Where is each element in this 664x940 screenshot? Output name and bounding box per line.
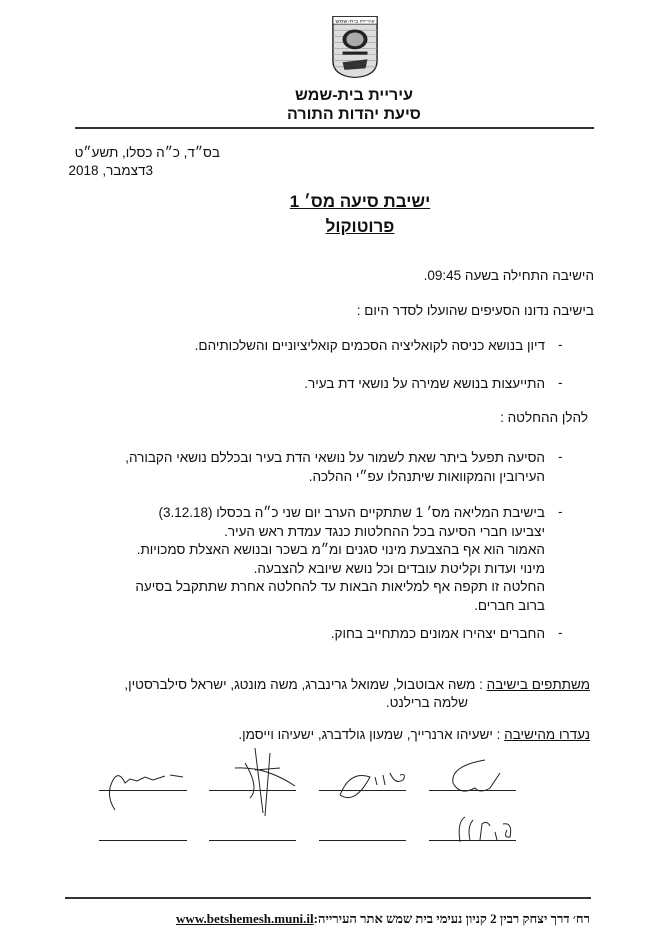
bullet-dash: - [558, 375, 563, 390]
municipality-logo [331, 15, 379, 79]
decision-item [135, 504, 545, 615]
coat-of-arms-icon [331, 15, 379, 79]
meeting-title-text: ישיבת סיעה מס׳ 1 [289, 192, 431, 211]
agenda-item: התייעצות בנושא שמירה על נושאי דת בעיר. [304, 376, 545, 391]
gregorian-date: 3דצמבר, 2018 [68, 163, 153, 178]
decision-line: החלטה זו תקפה אף למליאות הבאות עד להחלטה אחרת שתתקבל בסיעה [135, 579, 545, 594]
absentees-label: נעדרו מהישיבה [504, 727, 590, 742]
decision-line: מינוי ועדות וקליטת עובדים וכל נושא שיובא להצבעה. [253, 560, 545, 576]
meeting-start: הישיבה התחילה בשעה 09:45. [423, 268, 594, 283]
footer-divider [65, 897, 591, 899]
meeting-title [0, 192, 664, 212]
decision-line: בישיבת המליאה מס׳ 1 שתתקיים הערב יום שני כ״ה בכסלו (3.12.18) [158, 505, 545, 520]
protocol-title-text: פרוטוקול [325, 217, 395, 236]
absentees [238, 727, 590, 742]
decision-line: הסיעה תפעל ביתר שאת לשמור על נושאי הדת בעיר ובכללם נושאי הקבורה, [125, 450, 545, 465]
participants [124, 677, 590, 692]
hebrew-date: בס״ד, כ״ה כסלו, תשע״ט [74, 145, 220, 160]
signature-mark [335, 765, 415, 805]
signature-line [209, 840, 296, 841]
footer-address: רח׳ דרך יצחק רבין 2 קניון נעימי בית שמש אתר העירייה: [313, 911, 590, 926]
signature-mark [435, 758, 520, 803]
decision-line: יצביעו חברי הסיעה בכל ההחלטות כנגד עמדת ראש העיר. [224, 523, 545, 539]
bullet-dash: - [558, 625, 563, 640]
svg-text:עיריית בית-שמש: עיריית בית-שמש [335, 19, 375, 25]
footer [100, 911, 590, 927]
decision-line: העירובין והמקוואות שיתנהלו עפ״י ההלכה. [308, 468, 545, 484]
decision-intro: להלן ההחלטה : [500, 410, 588, 425]
signature-mark [455, 812, 520, 847]
agenda-item: דיון בנושא כניסה לקואליציה הסכמים קואליציוניים והשלכותיהם. [194, 338, 545, 353]
signature-mark [95, 765, 190, 815]
protocol-title [0, 217, 664, 237]
participants-cont: שלמה ברילנט. [385, 695, 468, 710]
signature-line [99, 840, 187, 841]
agenda-intro: בישיבה נדונו הסעיפים שהועלו לסדר היום : [356, 303, 594, 318]
signature-mark [225, 748, 305, 818]
participants-names: : משה אבוטבול, שמואל גרינברג, משה מונטג, ישראל סילברסטין, [124, 677, 487, 692]
bullet-dash: - [558, 504, 563, 519]
absentees-names: : ישעיהו ארנרייך, שמעון גולדברג, ישעיהו וייסמן. [238, 727, 505, 742]
decision-line: ברוב חברים. [474, 597, 545, 613]
decision-item [125, 449, 545, 486]
participants-label: משתתפים בישיבה [486, 677, 590, 692]
decision-line: האמור הוא אף בהצבעת מינוי סגנים ומ״מ בשכר ובנושא האצלת סמכויות. [136, 542, 545, 557]
header-divider [75, 127, 594, 129]
signature-line [319, 840, 406, 841]
municipality-name: עיריית בית-שמש [295, 87, 413, 104]
decision-item: החברים יצהירו אמונים כמתחייב בחוק. [330, 626, 545, 641]
website-link[interactable]: www.betshemesh.muni.il [176, 911, 314, 926]
faction-name: סיעת יהדות התורה [287, 106, 421, 123]
bullet-dash: - [558, 337, 563, 352]
bullet-dash: - [558, 449, 563, 464]
